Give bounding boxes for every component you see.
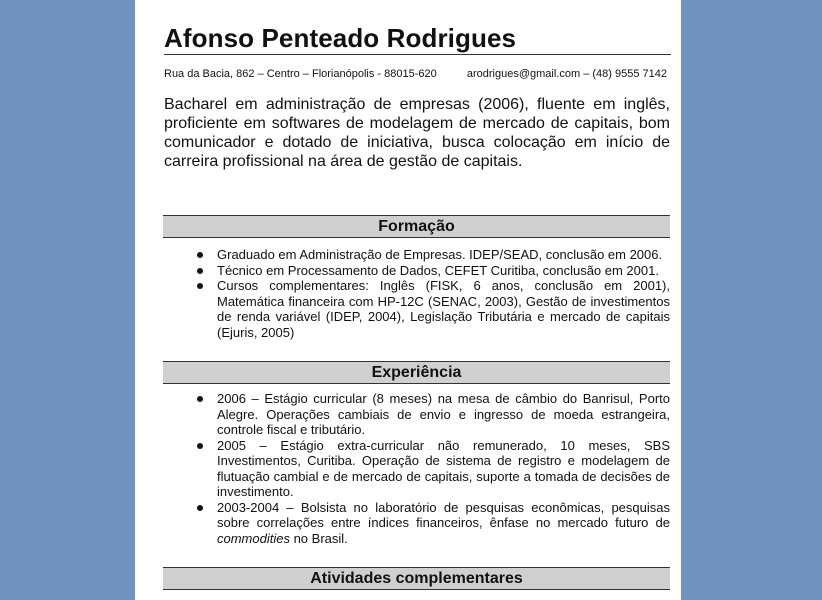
resume-page	[135, 0, 681, 600]
item-italic: commodities	[217, 530, 290, 546]
candidate-name: Afonso Penteado Rodrigues	[164, 23, 517, 53]
section-header-experiencia: Experiência	[163, 361, 670, 384]
formacao-list	[217, 247, 670, 340]
item-text: 2003-2004 – Bolsista no laboratório de pesquisas econômicas, pesquisas sobre correlações entre índices financeiros, ênfase no mercado futuro de	[217, 499, 670, 530]
item-tail: no Brasil.	[289, 530, 348, 546]
list-item: Graduado em Administração de Empresas. IDEP/SEAD, conclusão em 2006.	[217, 247, 670, 263]
section-header-atividades: Atividades complementares	[163, 567, 670, 590]
list-item: Técnico em Processamento de Dados, CEFET Curitiba, conclusão em 2001.	[217, 263, 670, 279]
list-item	[217, 500, 670, 547]
list-item: Cursos complementares: Inglês (FISK, 6 anos, conclusão em 2001), Matemática financeira com HP-12C (SENAC, 2003), Gestão de investimentos de renda variável (IDEP, 2004), Legislação Tributária e mercado de capitais (Ejuris, 2005)	[217, 278, 670, 340]
section-header-formacao: Formação	[163, 215, 670, 238]
summary-paragraph: Bacharel em administração de empresas (2006), fluente em inglês, proficiente em softwares de modelagem de mercado de capitais, bom comunicador e dotado de iniciativa, busca colocação em início de carreira profissional na área de gestão de capitais.	[164, 96, 670, 170]
address: Rua da Bacia, 862 – Centro – Florianópolis - 88015-620	[164, 68, 437, 80]
name-divider	[164, 54, 671, 55]
list-item: 2005 – Estágio extra-curricular não remunerado, 10 meses, SBS Investimentos, Curitiba. Operação de sistema de registro e modelagem de flutuação cambial e de mercado de capitais, suporte a tomada de decisões de investimento.	[217, 437, 670, 499]
list-item: 2006 – Estágio curricular (8 meses) na mesa de câmbio do Banrisul, Porto Alegre. Operações cambiais de envio e ingresso de moeda estrangeira, controle fiscal e tributário.	[217, 391, 670, 437]
email-phone: arodrigues@gmail.com – (48) 9555 7142	[466, 68, 667, 80]
experiencia-list	[217, 391, 670, 546]
